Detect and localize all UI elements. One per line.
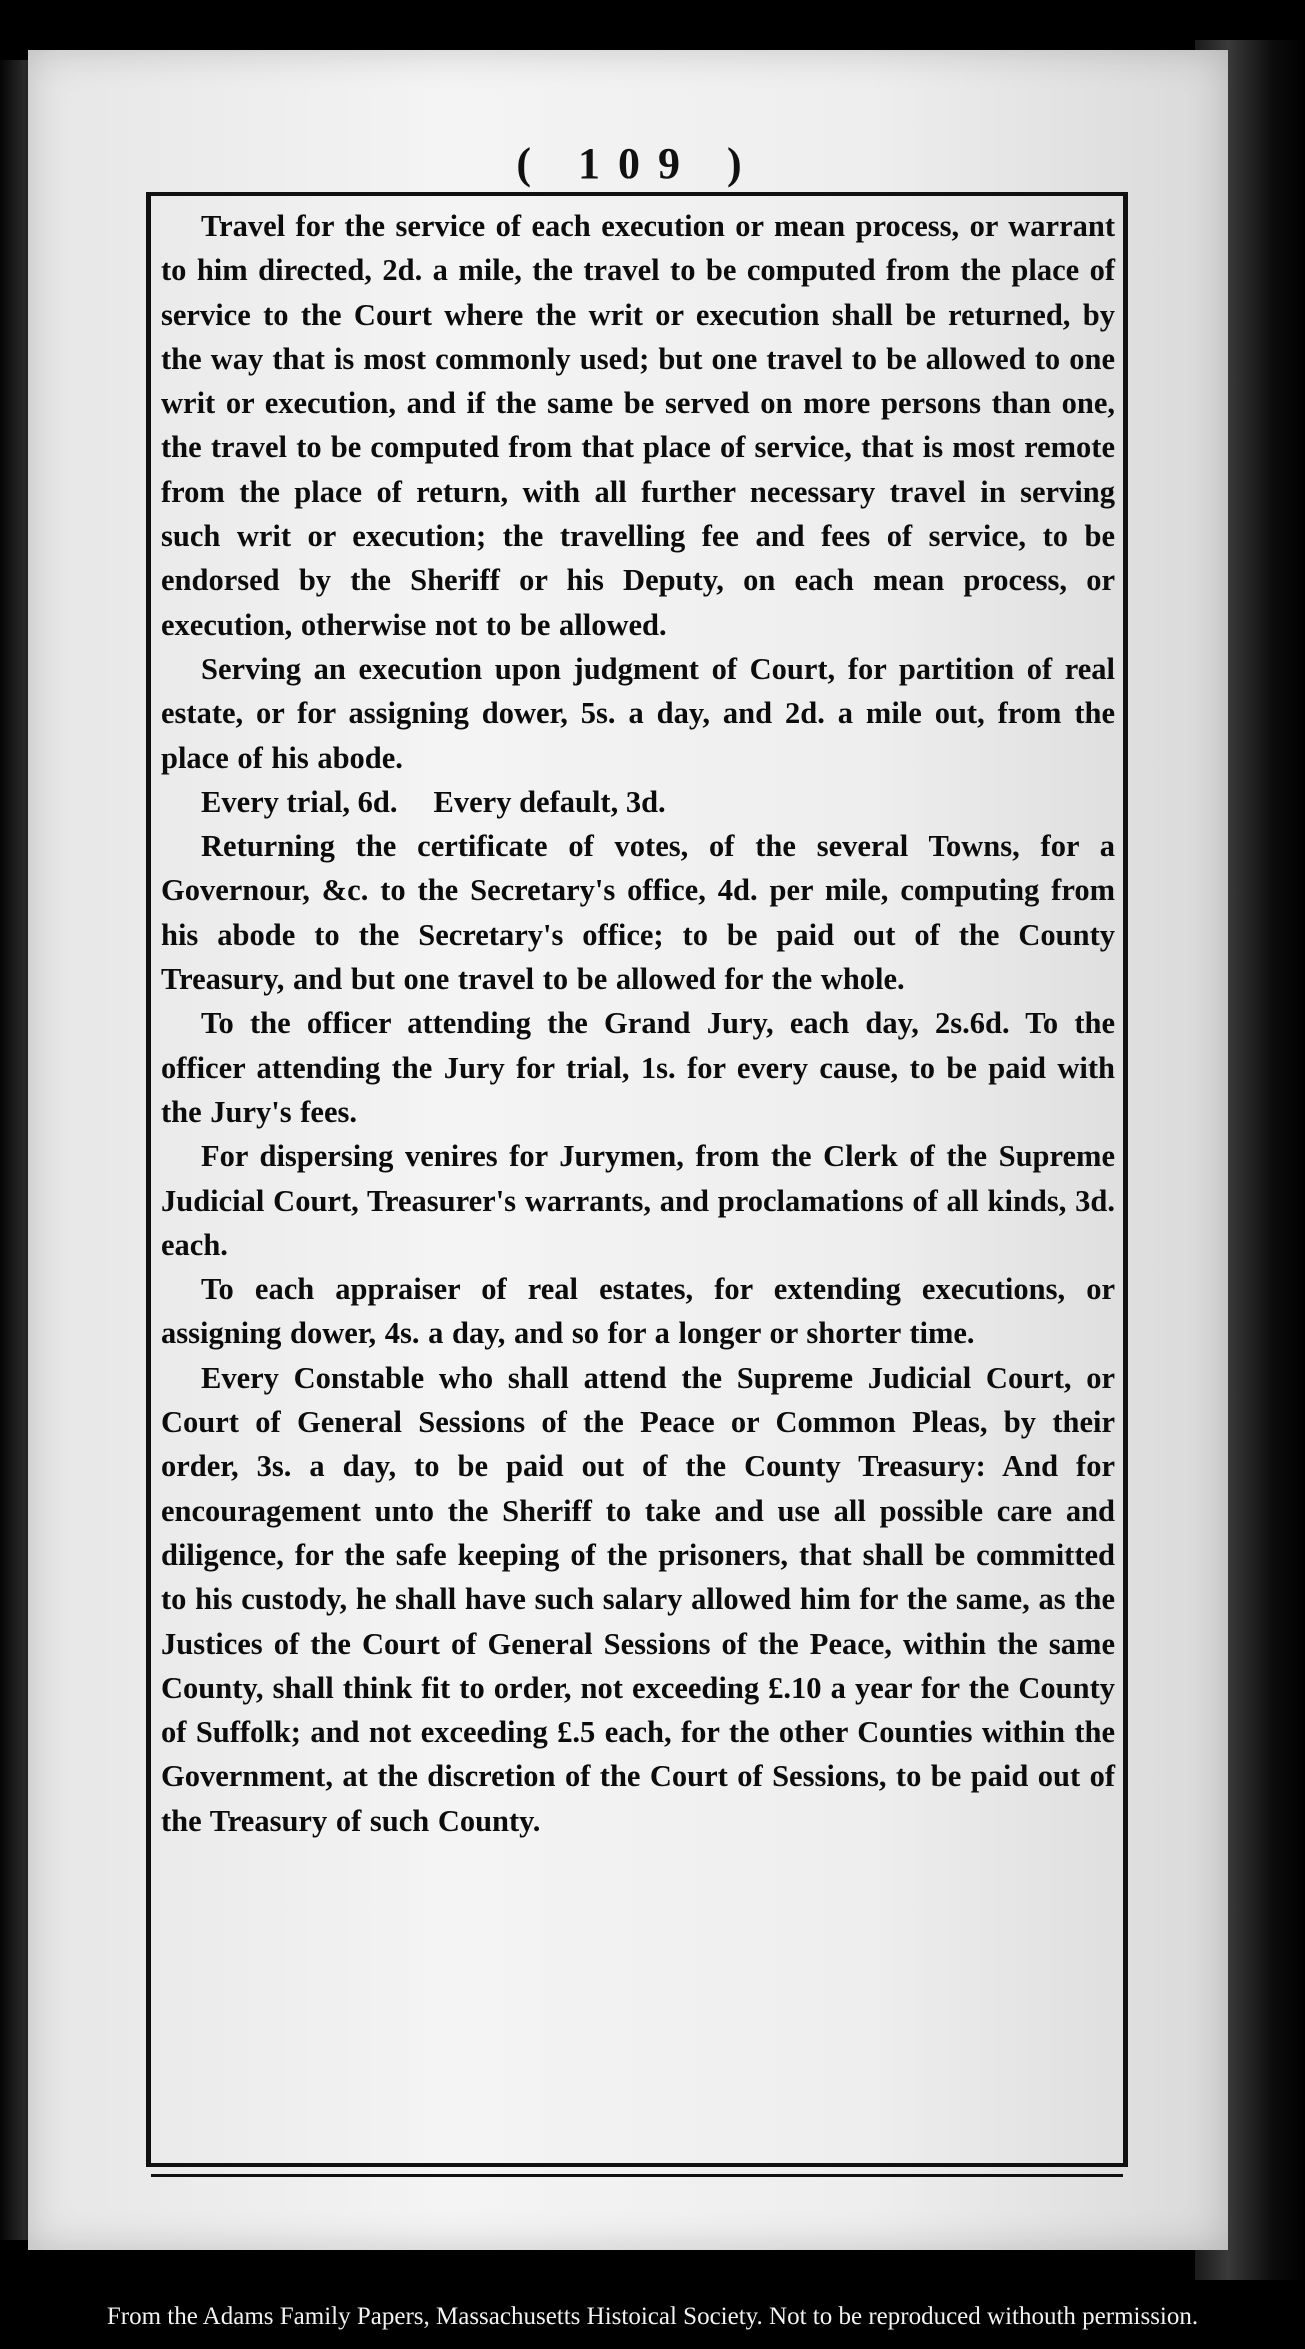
paragraph-travel: Travel for the service of each execution or mean process, or warrant to him directed, 2d. a mile, the travel to be computed from the place of service to the Court where the writ or execution shall be returned, by the way that is most commonly used; but one travel to be allowed to one writ or execution, and if the same be served on more persons than one, the travel to be computed from that place of service, that is most remote from the place of return, with all further necessary travel in serving such writ or execution; the travelling fee and fees of service, to be endorsed by the Sheriff or his Deputy, on each mean process, or execution, otherwise not to be allowed. — [161, 209, 1115, 642]
paragraph-appraiser: To each appraiser of real estates, for extending executions, or assigning dower, 4s. a day, and so for a longer or shorter time. — [161, 1272, 1115, 1351]
trial-fee: Every trial, 6d. — [201, 784, 398, 819]
paragraph-venires: For dispersing venires for Jurymen, from the Clerk of the Supreme Judicial Court, Treasurer's warrants, and proclamations of all kinds, 3d. each. — [161, 1139, 1115, 1262]
paragraph-grand-jury: To the officer attending the Grand Jury, each day, 2s.6d. To the officer attending the Jury for trial, 1s. for every cause, to be paid with the Jury's fees. — [161, 1006, 1115, 1129]
trial-default-line — [161, 780, 1115, 824]
book-page — [28, 50, 1228, 2250]
paragraph-partition: Serving an execution upon judgment of Court, for partition of real estate, or for assigning dower, 5s. a day, and 2d. a mile out, from the place of his abode. — [161, 651, 1115, 775]
paragraph-constable: Every Constable who shall attend the Supreme Judicial Court, or Court of General Sessions of the Peace or Common Pleas, by their order, 3s. a day, to be paid out of the County Treasury: And for encouragement unto the Sheriff to take and use all possible care and diligence, for the safe keeping of the prisoners, that shall be committed to his custody, he shall have such salary allowed him for the same, as the Justices of the Court of General Sessions of the Peace, within the same County, shall think fit to order, not exceeding £.10 a year for the County of Suffolk; and not exceeding £.5 each, for the other Counties within the Government, at the discretion of the Court of Sessions, to be paid out of the Treasury of such County. — [161, 1360, 1115, 1838]
text-block — [146, 192, 1128, 2167]
copyright-footer: From the Adams Family Papers, Massachusetts Histoical Society. Not to be reproduced withouth permission. — [106, 2303, 1199, 2330]
paragraph-certificate: Returning the certificate of votes, of the several Towns, for a Governour, &c. to the Secretary's office, 4d. per mile, computing from his abode to the Secretary's office; to be paid out of the County Treasury, and but one travel to be allowed for the whole. — [161, 829, 1115, 997]
bottom-rule — [151, 2174, 1123, 2177]
default-fee: Every default, 3d. — [433, 784, 666, 819]
page-number: ( 109 ) — [516, 139, 760, 188]
